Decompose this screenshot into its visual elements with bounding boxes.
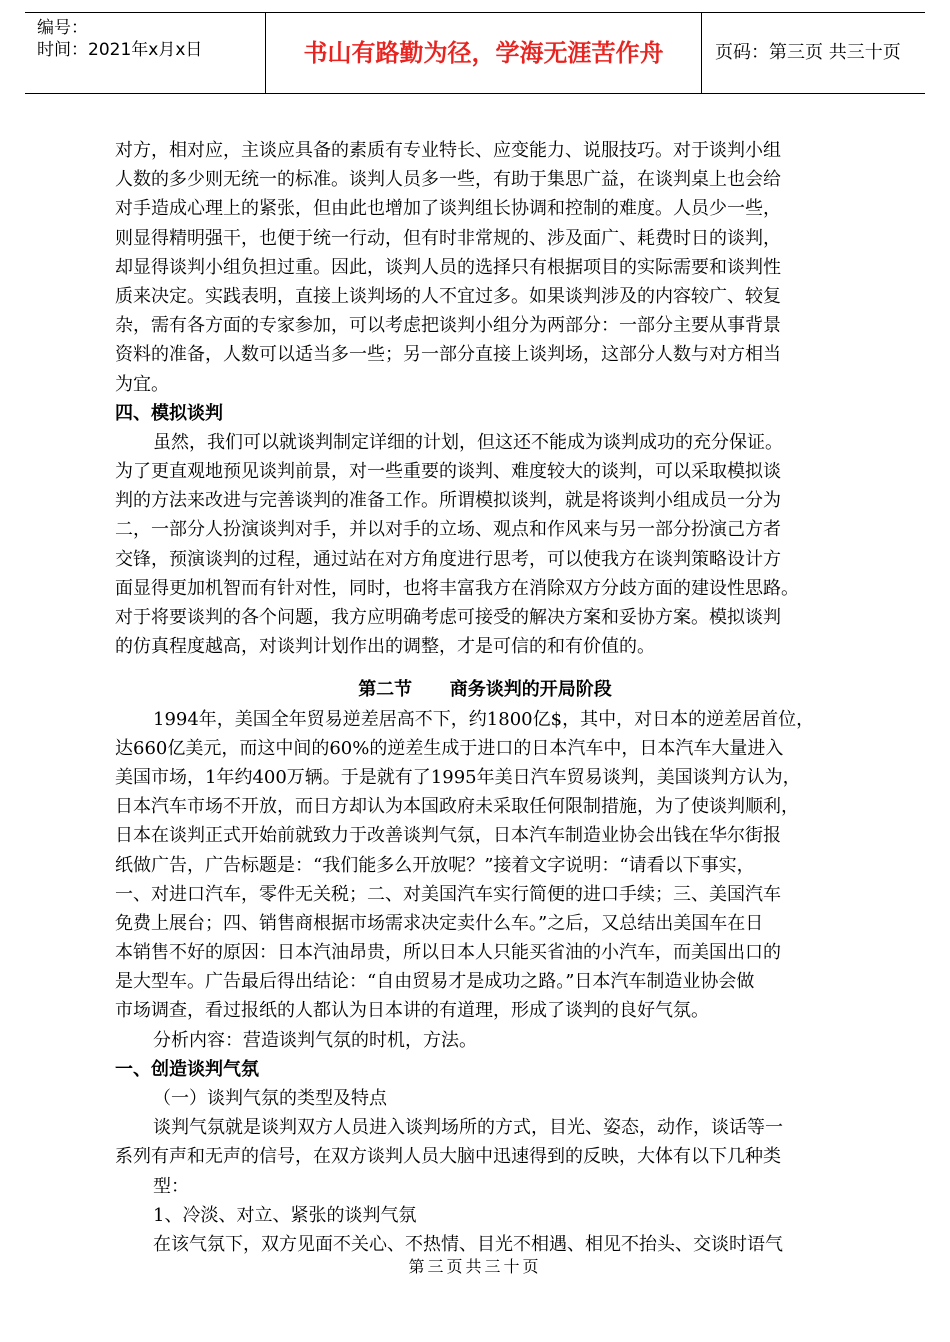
body-line: 日本汽车市场不开放，而日方却认为本国政府未采取任何限制措施，为了使谈判顺利， [115,796,799,818]
body-line: 对于将要谈判的各个问题，我方应明确考虑可接受的解决方案和妥协方案。模拟谈判 [115,607,781,628]
body-line: 分析内容：营造谈判气氛的时机，方法。 [153,1029,477,1051]
body-line: 交锋，预演谈判的过程，通过站在对方角度进行思考，可以使我方在谈判策略设计方 [115,548,781,570]
body-line: 本销售不好的原因：日本汽油昂贵，所以日本人只能买省油的小汽车，而美国出口的 [115,942,781,964]
document-time: 时间：2021年x月x日 [37,40,203,60]
spacer [115,661,855,675]
body-line: 面显得更加机智而有针对性，同时，也将丰富我方在消除双方分歧方面的建设性思路。 [115,577,799,599]
body-line: 系列有声和无声的信号，在双方谈判人员大脑中迅速得到的反映，大体有以下几种类 [115,1146,781,1168]
body-line: 市场调查，看过报纸的人都认为日本讲的有道理，形成了谈判的良好气氛。 [115,1000,709,1022]
body-line: 对手造成心理上的紧张，但由此也增加了谈判组长协调和控制的难度。人员少一些， [115,198,781,220]
body-line: 为宜。 [115,373,169,395]
body-line: 虽然，我们可以就谈判制定详细的计划，但这还不能成为谈判成功的充分保证。 [153,431,783,453]
body-line: 判的方法来改进与完善谈判的准备工作。所谓模拟谈判，就是将谈判小组成员一分为 [115,490,781,512]
body-line: 质来决定。实践表明，直接上谈判场的人不宜过多。如果谈判涉及的内容较广、较复 [115,285,781,307]
body-line: 纸做广告，广告标题是：“我们能多么开放呢？”接着文字说明：“请看以下事实， [115,854,755,876]
subsection-heading: （一）谈判气氛的类型及特点 [153,1088,387,1109]
body-line: 1994年，美国全年贸易逆差居高不下，约1800亿$，其中，对日本的逆差居首位， [153,708,815,730]
body-line: 是大型车。广告最后得出结论：“自由贸易才是成功之路。”日本汽车制造业协会做 [115,971,755,993]
chapter-title: 第二节 商务谈判的开局阶段 [358,679,612,701]
section-heading: 四、模拟谈判 [115,402,223,424]
body-line: 型： [153,1175,189,1197]
section-heading: 一、创造谈判气氛 [115,1058,259,1080]
body-line: 人数的多少则无统一的标准。谈判人员多一些，有助于集思广益，在谈判桌上也会给 [115,169,781,191]
page-header [25,12,925,94]
header-motto: 书山有路勤为径，学海无涯苦作舟 [265,13,702,93]
body-line: 杂，需有各方面的专家参加，可以考虑把谈判小组分为两部分：一部分主要从事背景 [115,315,781,337]
list-heading: 1、冷淡、对立、紧张的谈判气氛 [153,1204,417,1226]
body-line: 美国市场，1年约400万辆。于是就有了1995年美日汽车贸易谈判，美国谈判方认为， [115,766,801,788]
body-line: 谈判气氛就是谈判双方人员进入谈判场所的方式，目光、姿态，动作，谈话等一 [153,1117,783,1139]
body-line: 在该气氛下，双方见面不关心、不热情、目光不相遇、相见不抬头、交谈时语气 [153,1233,783,1255]
body-line: 一、对进口汽车，零件无关税；二、对美国汽车实行简便的进口手续；三、美国汽车 [115,883,781,905]
body-line: 达660亿美元，而这中间的60%的逆差生成于进口的日本汽车中，日本汽车大量进入 [115,737,784,759]
body-line: 日本在谈判正式开始前就致力于改善谈判气氛，日本汽车制造业协会出钱在华尔街报 [115,825,781,847]
body-line: 却显得谈判小组负担过重。因此，谈判人员的选择只有根据项目的实际需要和谈判性 [115,256,781,278]
body-line: 则显得精明强干，也便于统一行动，但有时非常规的、涉及面广、耗费时日的谈判， [115,227,781,249]
document-body [115,136,855,1259]
page-footer: 第三页共三十页 [408,1257,542,1276]
header-page-info: 页码：第三页 共三十页 [715,42,901,63]
body-line: 的仿真程度越高，对谈判计划作出的调整，才是可信的和有价值的。 [115,636,655,658]
body-line: 免费上展台；四、销售商根据市场需求决定卖什么车。”之后，又总结出美国车在日 [115,912,764,934]
body-line: 对方，相对应，主谈应具备的素质有专业特长、应变能力、说服技巧。对于谈判小组 [115,140,781,161]
body-line: 为了更直观地预见谈判前景，对一些重要的谈判、难度较大的谈判，可以采取模拟谈 [115,461,781,483]
body-line: 资料的准备，人数可以适当多一些；另一部分直接上谈判场，这部分人数与对方相当 [115,344,781,366]
body-line: 二，一部分人扮演谈判对手，并以对手的立场、观点和作风来与另一部分扮演己方者 [115,519,781,541]
document-number: 编号： [37,18,88,38]
header-meta [25,13,265,93]
